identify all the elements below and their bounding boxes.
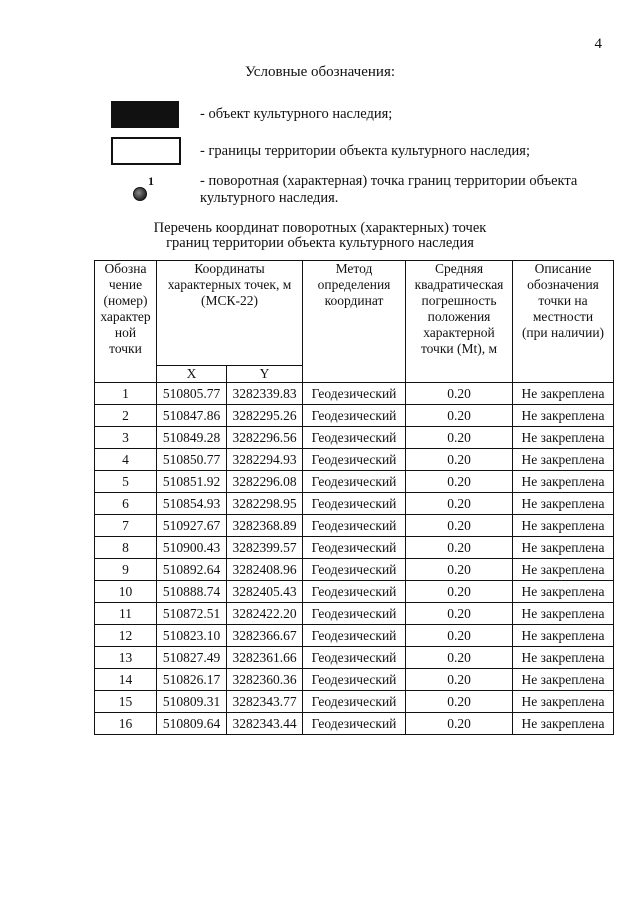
cell-x-coordinate: 510888.74 <box>157 581 227 603</box>
cell-row-number: 4 <box>95 449 157 471</box>
cell-description: Не закреплена <box>513 427 614 449</box>
cell-x-coordinate: 510851.92 <box>157 471 227 493</box>
legend-item-3-text <box>200 173 577 207</box>
header-coordinates: Координаты характерных точек, м (МСК-22) <box>157 261 303 366</box>
cell-error: 0.20 <box>406 713 513 735</box>
legend-item-3-line-2: культурного наследия. <box>200 190 339 206</box>
cell-y-coordinate: 3282368.89 <box>227 515 303 537</box>
table-row <box>95 603 614 625</box>
cell-y-coordinate: 3282343.77 <box>227 691 303 713</box>
cell-y-coordinate: 3282422.20 <box>227 603 303 625</box>
cell-description: Не закреплена <box>513 691 614 713</box>
cell-error: 0.20 <box>406 581 513 603</box>
cell-method: Геодезический <box>303 713 406 735</box>
cell-y-coordinate: 3282405.43 <box>227 581 303 603</box>
table-body <box>95 383 614 735</box>
legend-item-1-text: - объект культурного наследия; <box>200 106 393 122</box>
cell-method: Геодезический <box>303 603 406 625</box>
cell-y-coordinate: 3282343.44 <box>227 713 303 735</box>
cell-method: Геодезический <box>303 559 406 581</box>
cell-description: Не закреплена <box>513 625 614 647</box>
cell-description: Не закреплена <box>513 603 614 625</box>
cell-x-coordinate: 510892.64 <box>157 559 227 581</box>
cell-x-coordinate: 510805.77 <box>157 383 227 405</box>
cell-method: Геодезический <box>303 405 406 427</box>
cell-error: 0.20 <box>406 493 513 515</box>
table-row <box>95 713 614 735</box>
cell-method: Геодезический <box>303 471 406 493</box>
table-row <box>95 471 614 493</box>
cell-method: Геодезический <box>303 427 406 449</box>
table-title <box>0 221 640 251</box>
cell-error: 0.20 <box>406 647 513 669</box>
cell-error: 0.20 <box>406 691 513 713</box>
cell-description: Не закреплена <box>513 471 614 493</box>
cell-y-coordinate: 3282339.83 <box>227 383 303 405</box>
cell-error: 0.20 <box>406 669 513 691</box>
cell-error: 0.20 <box>406 515 513 537</box>
table-row <box>95 669 614 691</box>
cell-description: Не закреплена <box>513 559 614 581</box>
cell-method: Геодезический <box>303 581 406 603</box>
cell-row-number: 13 <box>95 647 157 669</box>
cell-row-number: 9 <box>95 559 157 581</box>
cell-row-number: 12 <box>95 625 157 647</box>
header-x: X <box>157 366 227 383</box>
table-row <box>95 449 614 471</box>
cultural-heritage-object-swatch-icon <box>111 101 179 128</box>
cell-y-coordinate: 3282366.67 <box>227 625 303 647</box>
cell-method: Геодезический <box>303 691 406 713</box>
table-title-line-2: границ территории объекта культурного наследия <box>166 235 474 251</box>
cell-method: Геодезический <box>303 669 406 691</box>
cell-y-coordinate: 3282408.96 <box>227 559 303 581</box>
cell-error: 0.20 <box>406 559 513 581</box>
cell-row-number: 2 <box>95 405 157 427</box>
cell-error: 0.20 <box>406 625 513 647</box>
cell-description: Не закреплена <box>513 515 614 537</box>
cell-description: Не закреплена <box>513 537 614 559</box>
cell-row-number: 11 <box>95 603 157 625</box>
cell-error: 0.20 <box>406 537 513 559</box>
cell-row-number: 14 <box>95 669 157 691</box>
table-row <box>95 691 614 713</box>
cell-x-coordinate: 510854.93 <box>157 493 227 515</box>
cell-row-number: 16 <box>95 713 157 735</box>
cell-row-number: 5 <box>95 471 157 493</box>
territory-boundary-swatch-icon <box>111 137 181 165</box>
cell-y-coordinate: 3282361.66 <box>227 647 303 669</box>
header-y: Y <box>227 366 303 383</box>
cell-x-coordinate: 510927.67 <box>157 515 227 537</box>
legend-title: Условные обозначения: <box>244 64 396 80</box>
cell-description: Не закреплена <box>513 405 614 427</box>
cell-y-coordinate: 3282294.93 <box>227 449 303 471</box>
cell-error: 0.20 <box>406 383 513 405</box>
cell-error: 0.20 <box>406 603 513 625</box>
table-row <box>95 537 614 559</box>
cell-row-number: 6 <box>95 493 157 515</box>
cell-method: Геодезический <box>303 647 406 669</box>
table-row <box>95 625 614 647</box>
header-method: Метод определения координат <box>303 261 406 383</box>
cell-method: Геодезический <box>303 537 406 559</box>
cell-description: Не закреплена <box>513 669 614 691</box>
cell-y-coordinate: 3282295.26 <box>227 405 303 427</box>
cell-y-coordinate: 3282296.08 <box>227 471 303 493</box>
table-row <box>95 405 614 427</box>
cell-error: 0.20 <box>406 449 513 471</box>
table-row <box>95 515 614 537</box>
cell-description: Не закреплена <box>513 647 614 669</box>
cell-row-number: 8 <box>95 537 157 559</box>
cell-x-coordinate: 510809.31 <box>157 691 227 713</box>
cell-row-number: 7 <box>95 515 157 537</box>
cell-x-coordinate: 510900.43 <box>157 537 227 559</box>
cell-x-coordinate: 510847.86 <box>157 405 227 427</box>
table-row <box>95 559 614 581</box>
cell-y-coordinate: 3282296.56 <box>227 427 303 449</box>
table-row <box>95 383 614 405</box>
cell-error: 0.20 <box>406 427 513 449</box>
header-description: Описание обозначения точки на местности (при наличии) <box>513 261 614 383</box>
cell-y-coordinate: 3282298.95 <box>227 493 303 515</box>
cell-description: Не закреплена <box>513 383 614 405</box>
cell-error: 0.20 <box>406 405 513 427</box>
cell-method: Геодезический <box>303 493 406 515</box>
header-point-number: Обозна чение (номер) характер ной точки <box>95 261 157 383</box>
cell-description: Не закреплена <box>513 449 614 471</box>
table-row <box>95 647 614 669</box>
cell-error: 0.20 <box>406 471 513 493</box>
cell-x-coordinate: 510826.17 <box>157 669 227 691</box>
table-title-line-1: Перечень координат поворотных (характерных) точек <box>153 220 487 236</box>
cell-description: Не закреплена <box>513 713 614 735</box>
cell-method: Геодезический <box>303 383 406 405</box>
cell-row-number: 1 <box>95 383 157 405</box>
cell-x-coordinate: 510872.51 <box>157 603 227 625</box>
cell-x-coordinate: 510849.28 <box>157 427 227 449</box>
legend-item-2-text: - границы территории объекта культурного наследия; <box>200 143 530 159</box>
cell-x-coordinate: 510823.10 <box>157 625 227 647</box>
coordinates-table <box>94 260 614 735</box>
header-error: Средняя квадратическая погрешность положения характерной точки (Mt), м <box>406 261 513 383</box>
turning-point-marker-icon <box>133 187 147 201</box>
legend-item-3-line-1: - поворотная (характерная) точка границ территории объекта <box>200 173 578 189</box>
cell-row-number: 3 <box>95 427 157 449</box>
page-number: 4 <box>594 36 602 52</box>
table-row <box>95 581 614 603</box>
table-row <box>95 427 614 449</box>
cell-x-coordinate: 510850.77 <box>157 449 227 471</box>
cell-y-coordinate: 3282399.57 <box>227 537 303 559</box>
cell-x-coordinate: 510809.64 <box>157 713 227 735</box>
cell-row-number: 15 <box>95 691 157 713</box>
point-marker-label: 1 <box>148 174 154 188</box>
table-row <box>95 493 614 515</box>
cell-row-number: 10 <box>95 581 157 603</box>
cell-method: Геодезический <box>303 515 406 537</box>
cell-description: Не закреплена <box>513 581 614 603</box>
cell-method: Геодезический <box>303 625 406 647</box>
cell-x-coordinate: 510827.49 <box>157 647 227 669</box>
cell-description: Не закреплена <box>513 493 614 515</box>
cell-y-coordinate: 3282360.36 <box>227 669 303 691</box>
cell-method: Геодезический <box>303 449 406 471</box>
